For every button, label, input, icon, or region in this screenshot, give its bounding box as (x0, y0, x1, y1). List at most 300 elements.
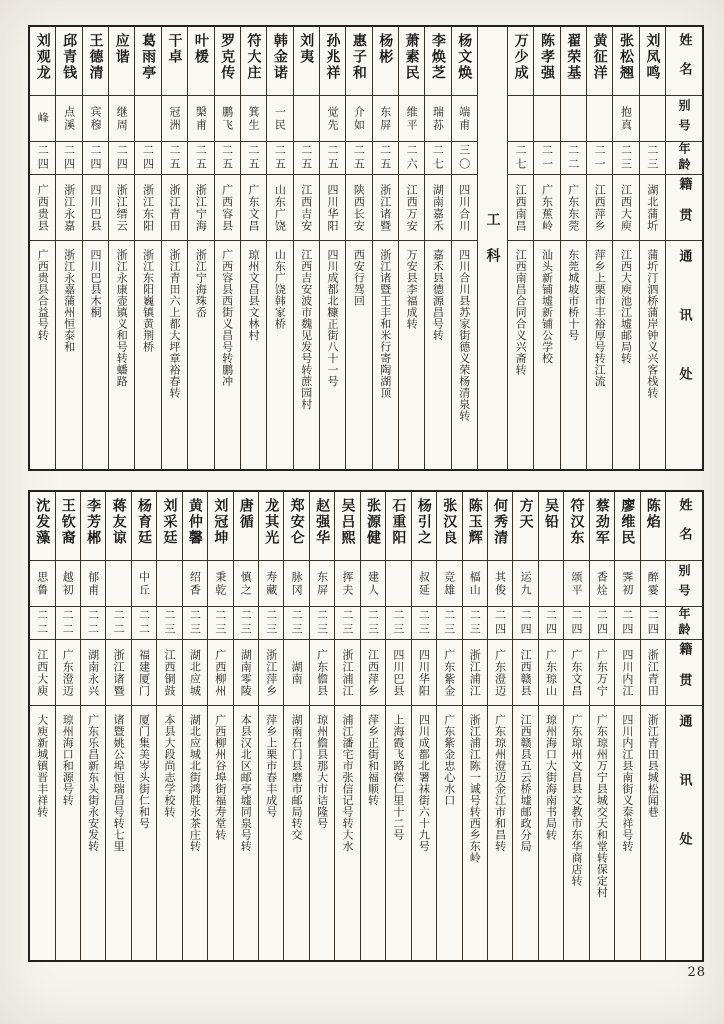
person-native-place: 湖南嘉禾 (431, 183, 445, 232)
age-cell (83, 141, 108, 174)
person-alias: 叔延 (417, 570, 431, 597)
person-age: 二四 (36, 144, 50, 172)
person-age: 二四 (544, 609, 558, 637)
person-age: 二四 (620, 609, 634, 637)
person-column (512, 492, 537, 960)
person-alias: 维平 (405, 105, 419, 132)
person-alias: 点溪 (62, 105, 76, 132)
person-column (161, 27, 187, 469)
alias-cell (241, 95, 266, 141)
address-cell (267, 240, 292, 469)
person-name: 何秀清 (492, 498, 509, 546)
person-column (563, 492, 588, 960)
address-cell (361, 705, 385, 960)
age-cell (561, 141, 586, 174)
name-cell (437, 492, 461, 560)
person-alias: 端甫 (457, 105, 471, 132)
native-place-cell (81, 639, 105, 705)
native-place-cell (320, 174, 345, 240)
person-name: 李焕芝 (429, 33, 446, 81)
person-age: 二三 (417, 609, 431, 637)
native-place-cell (241, 174, 266, 240)
person-address: 江西吉安波市魏见发号转蔗园村 (299, 249, 313, 410)
person-column (560, 27, 586, 469)
age-cell (234, 606, 258, 639)
native-place-cell (508, 174, 533, 240)
person-age: 二三 (366, 609, 380, 637)
address-cell (613, 240, 638, 469)
person-address: 广东琼州澄迈金江市和昌转 (493, 714, 507, 852)
person-column (283, 492, 308, 960)
age-cell (56, 606, 80, 639)
alias-cell (234, 560, 258, 606)
address-cell (234, 705, 258, 960)
person-age: 二五 (247, 144, 261, 172)
name-cell (346, 27, 371, 95)
person-native-place: 浙江青田 (646, 648, 660, 697)
person-age: 二三 (645, 144, 659, 172)
person-column (82, 27, 108, 469)
person-name: 杨彬 (377, 33, 394, 65)
person-native-place: 福建厦门 (137, 648, 151, 697)
person-name: 符大庄 (245, 33, 262, 81)
address-cell (590, 705, 614, 960)
person-age: 二三 (341, 609, 355, 637)
name-cell (564, 492, 588, 560)
alias-cell (640, 95, 665, 141)
alias-cell (267, 95, 292, 141)
age-cell (310, 606, 334, 639)
person-column (319, 27, 345, 469)
person-address: 山东广饶韩家桥 (273, 249, 287, 330)
name-cell (534, 27, 559, 95)
address-cell (215, 240, 240, 469)
header-address-cell (666, 240, 702, 469)
person-name: 蔡劲军 (593, 498, 610, 546)
person-address: 萍乡上栗市春丰成号 (264, 714, 278, 818)
person-address: 浙江浦江陈一诚号转西乡东岭 (468, 714, 482, 864)
alias-cell (30, 95, 55, 141)
header-name-cell (666, 27, 702, 95)
address-cell (30, 705, 54, 960)
native-place-cell (373, 174, 398, 240)
person-name: 叶楥 (192, 33, 209, 65)
person-native-place: 四川内江 (620, 648, 634, 697)
person-native-place: 四川合川 (457, 183, 471, 232)
person-age: 二三 (213, 609, 227, 637)
native-place-cell (463, 639, 487, 705)
person-name: 沈发藻 (34, 498, 51, 546)
person-column (233, 492, 258, 960)
person-name: 赵强华 (314, 498, 331, 546)
person-address: 万安县李福成转 (405, 249, 419, 330)
person-name: 廖维民 (619, 498, 636, 546)
person-column (207, 492, 232, 960)
address-cell (30, 240, 55, 469)
alias-cell (587, 95, 612, 141)
person-alias: 冠洲 (167, 105, 181, 132)
native-place-cell (215, 174, 240, 240)
person-column (187, 27, 213, 469)
alias-cell (310, 560, 334, 606)
alias-cell (488, 560, 512, 606)
person-alias: 瑞荪 (431, 105, 445, 132)
native-place-cell (587, 174, 612, 240)
native-place-cell (183, 639, 207, 705)
age-cell (613, 141, 638, 174)
age-cell (188, 141, 213, 174)
age-cell (564, 606, 588, 639)
person-native-place: 山东广饶 (273, 183, 287, 232)
person-native-place: 广东东莞 (566, 183, 580, 232)
header-age-cell (666, 606, 702, 639)
age-cell (267, 141, 292, 174)
name-cell (162, 27, 187, 95)
native-place-cell (615, 639, 639, 705)
person-address: 厦门集美岑头街仁和号 (137, 714, 151, 829)
person-alias: 寿藏 (264, 570, 278, 597)
person-column (30, 492, 54, 960)
person-address: 浙江永康壶镇义和号转蟠路 (115, 249, 129, 387)
person-column (55, 27, 81, 469)
header-native-cell (666, 174, 702, 240)
person-native-place: 江西吉安 (299, 183, 313, 232)
person-column (293, 27, 319, 469)
address-cell (640, 240, 665, 469)
person-column (334, 492, 359, 960)
person-age: 二五 (378, 144, 392, 172)
address-cell (412, 705, 436, 960)
person-name: 王钦裔 (59, 498, 76, 546)
person-name: 萧素民 (403, 33, 420, 81)
person-name: 蒋友谅 (110, 498, 127, 546)
person-address: 本县大段尚志学校转 (162, 714, 176, 818)
alias-cell (335, 560, 359, 606)
alias-cell (641, 560, 665, 606)
native-place-cell (513, 639, 537, 705)
person-name: 干卓 (166, 33, 183, 65)
person-age: 二三 (315, 609, 329, 637)
person-native-place: 江西万安 (405, 183, 419, 232)
address-cell (425, 240, 450, 469)
person-age: 二四 (569, 609, 583, 637)
address-cell (162, 240, 187, 469)
person-name: 黄仲馨 (186, 498, 203, 546)
person-name: 邱青钱 (61, 33, 78, 81)
alias-cell (294, 95, 319, 141)
person-native-place: 江西萍乡 (593, 183, 607, 232)
person-name: 吴铅 (543, 498, 560, 530)
person-age: 二四 (646, 609, 660, 637)
age-cell (294, 141, 319, 174)
name-cell (157, 492, 181, 560)
person-age: 二二 (35, 609, 49, 637)
person-address: 浙江宁海珠岙 (194, 249, 208, 318)
native-place-cell (188, 174, 213, 240)
native-place-cell (310, 639, 334, 705)
person-address: 琼州文昌县文林村 (247, 249, 261, 341)
person-native-place: 广东紫金 (442, 648, 456, 697)
native-place-cell (488, 639, 512, 705)
person-name: 应谐 (113, 33, 130, 65)
native-place-cell (386, 639, 410, 705)
native-place-cell (135, 174, 160, 240)
native-place-cell (162, 174, 187, 240)
age-cell (259, 606, 283, 639)
age-cell (320, 141, 345, 174)
person-age: 三〇 (457, 144, 471, 172)
person-name: 张松翘 (617, 33, 634, 81)
person-age: 二五 (352, 144, 366, 172)
person-age: 二三 (442, 609, 456, 637)
person-name: 罗克传 (219, 33, 236, 81)
person-age: 二一 (593, 144, 607, 172)
header-address-cell (666, 705, 702, 960)
person-age: 二七 (514, 144, 528, 172)
header-alias-cell (666, 95, 702, 141)
address-cell (135, 240, 160, 469)
header-address-label: 通讯处 (676, 249, 692, 426)
header-alias-cell (666, 560, 702, 606)
directory-table-top (28, 25, 704, 471)
person-alias: 竞雄 (442, 570, 456, 597)
person-address: 江西大庾池江墟邮局转 (619, 249, 633, 364)
age-cell (335, 606, 359, 639)
native-place-cell (157, 639, 181, 705)
person-address: 萍乡上栗市丰裕厚号转江流 (593, 249, 607, 387)
age-cell (208, 606, 232, 639)
name-cell (335, 492, 359, 560)
person-address: 四川合川县苏家街德义荣杨清泉转 (457, 249, 471, 422)
native-place-cell (259, 639, 283, 705)
address-cell (241, 240, 266, 469)
person-native-place: 广东儋县 (315, 648, 329, 697)
person-address: 四川成都北署袜街六十九号 (417, 714, 431, 852)
alias-cell (83, 95, 108, 141)
page-number: 28 (687, 965, 706, 980)
person-native-place: 浙江缙云 (115, 183, 129, 232)
person-name: 刘凤鸣 (644, 33, 661, 81)
person-age: 二四 (88, 144, 102, 172)
person-column (372, 27, 398, 469)
address-cell (386, 705, 410, 960)
native-place-cell (437, 639, 461, 705)
person-age: 二二 (137, 609, 151, 637)
person-age: 二三 (290, 609, 304, 637)
native-place-cell (294, 174, 319, 240)
person-name: 陈孝强 (538, 33, 555, 81)
native-place-cell (412, 639, 436, 705)
person-column (156, 492, 181, 960)
section-label: 工科 (484, 212, 501, 284)
name-cell (613, 27, 638, 95)
address-cell (56, 240, 81, 469)
person-column (640, 492, 665, 960)
person-native-place: 浙江永嘉 (62, 183, 76, 232)
name-cell (373, 27, 398, 95)
native-place-cell (106, 639, 130, 705)
person-name: 王德清 (87, 33, 104, 81)
native-place-cell (613, 174, 638, 240)
age-cell (30, 606, 54, 639)
name-cell (386, 492, 410, 560)
native-place-cell (234, 639, 258, 705)
name-cell (56, 492, 80, 560)
native-place-cell (208, 639, 232, 705)
person-name: 刘采廷 (161, 498, 178, 546)
person-address: 西安行驾回 (352, 249, 366, 307)
age-cell (539, 606, 563, 639)
age-cell (373, 141, 398, 174)
address-cell (488, 705, 512, 960)
person-native-place: 湖南 (290, 660, 304, 685)
address-cell (132, 705, 156, 960)
person-alias: 抱真 (619, 105, 633, 132)
alias-cell (615, 560, 639, 606)
person-name: 孙兆祥 (324, 33, 341, 81)
person-name: 杨文焕 (456, 33, 473, 81)
address-cell (294, 240, 319, 469)
name-cell (188, 27, 213, 95)
person-alias: 慎之 (239, 570, 253, 597)
person-name: 张汉良 (441, 498, 458, 546)
person-native-place: 江西赣县 (519, 648, 533, 697)
person-alias: 宾穆 (88, 105, 102, 132)
name-cell (641, 492, 665, 560)
age-cell (284, 606, 308, 639)
age-cell (488, 606, 512, 639)
address-cell (335, 705, 359, 960)
person-column (385, 492, 410, 960)
age-cell (590, 606, 614, 639)
name-cell (488, 492, 512, 560)
native-place-cell (267, 174, 292, 240)
person-address: 广西柳州谷埠街福寿堂转 (213, 714, 227, 841)
name-cell (56, 27, 81, 95)
age-cell (183, 606, 207, 639)
person-address: 浦江潘宅市张信记号转大水 (341, 714, 355, 852)
header-alias-label: 别号 (677, 563, 691, 604)
alias-cell (183, 560, 207, 606)
person-name: 惠子和 (350, 33, 367, 81)
address-cell (373, 240, 398, 469)
person-address: 诸暨姚公埠恒瑞昌号转七里 (112, 714, 126, 852)
person-name: 刘观龙 (34, 33, 51, 81)
person-address: 汕头新铺墟新铺公学校 (540, 249, 554, 364)
alias-cell (373, 95, 398, 141)
person-column (533, 27, 559, 469)
alias-cell (346, 95, 371, 141)
name-cell (561, 27, 586, 95)
person-alias: 继周 (115, 105, 129, 132)
person-alias: 槃甫 (194, 105, 208, 132)
alias-cell (412, 560, 436, 606)
native-place-cell (56, 639, 80, 705)
name-cell (30, 27, 55, 95)
address-cell (399, 240, 424, 469)
alias-cell (284, 560, 308, 606)
person-native-place: 广东琼山 (544, 648, 558, 697)
name-cell (132, 492, 156, 560)
age-cell (135, 141, 160, 174)
alias-cell (561, 95, 586, 141)
person-age: 二四 (115, 144, 129, 172)
alias-cell (109, 95, 134, 141)
age-cell (132, 606, 156, 639)
age-cell (437, 606, 461, 639)
age-cell (215, 141, 240, 174)
person-native-place: 浙江诸暨 (112, 648, 126, 697)
address-cell (109, 240, 134, 469)
person-address: 琼州海口和源号转 (61, 714, 75, 806)
person-address: 广西容县西街义昌号转鹏冲 (220, 249, 234, 387)
person-address: 嘉禾县德源昌号转 (431, 249, 445, 341)
section-column (477, 27, 507, 469)
person-name: 刘夷 (298, 33, 315, 65)
person-name: 葛雨亭 (140, 33, 157, 81)
person-address: 琼州儋县那大市诘隆号 (315, 714, 329, 829)
person-column (639, 27, 665, 469)
age-cell (615, 606, 639, 639)
person-name: 方天 (517, 498, 534, 530)
native-place-cell (640, 174, 665, 240)
native-place-cell (56, 174, 81, 240)
native-place-cell (284, 639, 308, 705)
person-column (240, 27, 266, 469)
native-place-cell (83, 174, 108, 240)
name-cell (83, 27, 108, 95)
name-cell (463, 492, 487, 560)
person-native-place: 浙江浦江 (341, 648, 355, 697)
person-native-place: 广西容县 (220, 183, 234, 232)
age-cell (587, 141, 612, 174)
person-native-place: 浙江东阳 (141, 183, 155, 232)
person-native-place: 四川巴县 (391, 648, 405, 697)
address-cell (615, 705, 639, 960)
native-place-cell (109, 174, 134, 240)
alias-cell (320, 95, 345, 141)
person-address: 广东紫金忠心水口 (442, 714, 456, 806)
person-native-place: 广西柳州 (213, 648, 227, 697)
name-cell (587, 27, 612, 95)
person-address: 大庾新城镇晋丰祥转 (35, 714, 49, 818)
address-cell (106, 705, 130, 960)
native-place-cell (30, 174, 55, 240)
person-age: 二一 (540, 144, 554, 172)
person-age: 二四 (62, 144, 76, 172)
name-cell (640, 27, 665, 95)
person-column (586, 27, 612, 469)
alias-cell (539, 560, 563, 606)
person-age: 二三 (188, 609, 202, 637)
alias-cell (399, 95, 424, 141)
person-column (105, 492, 130, 960)
alias-cell (215, 95, 240, 141)
person-address: 蒲圻汀泗桥蒲岸钟义兴客栈转 (645, 249, 659, 399)
person-age: 二二 (61, 609, 75, 637)
native-place-cell (425, 174, 450, 240)
person-address: 四川巴县木桐 (88, 249, 102, 318)
person-age: 二四 (493, 609, 507, 637)
alias-cell (30, 560, 54, 606)
person-column (462, 492, 487, 960)
person-alias: 建人 (366, 570, 380, 597)
person-native-place: 广东文昌 (569, 648, 583, 697)
person-address: 广东琼州文昌县文教市东华商店转 (569, 714, 583, 887)
person-column (487, 492, 512, 960)
age-cell (81, 606, 105, 639)
alias-cell (590, 560, 614, 606)
